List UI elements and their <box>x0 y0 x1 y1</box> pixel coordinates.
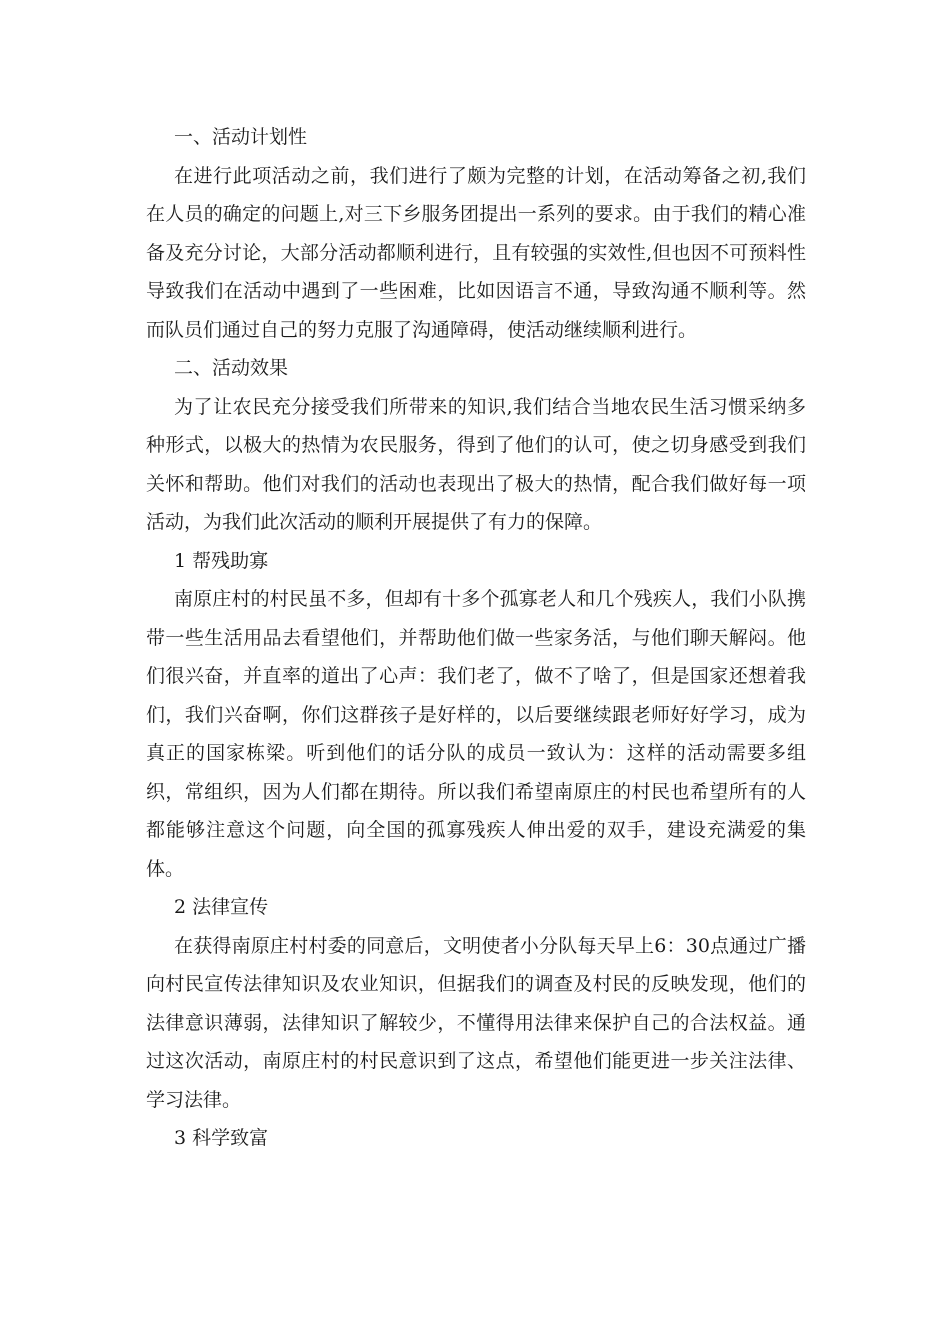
subsection-heading-help-disabled: 1 帮残助寡 <box>174 549 269 572</box>
section-paragraph-plan: 在进行此项活动之前，我们进行了颇为完整的计划，在活动筹备之初,我们在人员的确定的问题上,对三下乡服务团提出一系列的要求。由于我们的精心准备及充分讨论，大部分活动都顺利进行，且有较强的实效性,但也因不可预料性导致我们在活动中遇到了一些困难，比如因语言不通，导致沟通不顺利等。然而队员们通过自己的努力克服了沟通障碍，使活动继续顺利进行。 <box>146 164 806 341</box>
document-body <box>146 118 806 1158</box>
section-paragraph-effect: 为了让农民充分接受我们所带来的知识,我们结合当地农民生活习惯采纳多种形式，以极大的热情为农民服务，得到了他们的认可，使之切身感受到我们关怀和帮助。他们对我们的活动也表现出了极大的热情，配合我们做好每一项活动，为我们此次活动的顺利开展提供了有力的保障。 <box>146 395 806 533</box>
subsection-heading-law-promotion: 2 法律宣传 <box>174 896 269 918</box>
subsection-paragraph-law-promotion: 在获得南原庄村村委的同意后，文明使者小分队每天早上6：30点通过广播向村民宣传法律知识及农业知识，但据我们的调查及村民的反映发现，他们的法律意识薄弱，法律知识了解较少，不懂得用法律来保护自己的合法权益。通过这次活动，南原庄村的村民意识到了这点，希望他们能更进一步关注法律、学习法律。 <box>146 934 806 1111</box>
section-heading-effect: 二、活动效果 <box>174 357 289 379</box>
subsection-paragraph-help-disabled: 南原庄村的村民虽不多，但却有十多个孤寡老人和几个残疾人，我们小队携带一些生活用品去看望他们，并帮助他们做一些家务活，与他们聊天解闷。他们很兴奋，并直率的道出了心声：我们老了，做不了啥了，但是国家还想着我们，我们兴奋啊，你们这群孩子是好样的，以后要继续跟老师好好学习，成为真正的国家栋梁。听到他们的话分队的成员一致认为：这样的活动需要多组织，常组织，因为人们都在期待。所以我们希望南原庄的村民也希望所有的人都能够注意这个问题，向全国的孤寡残疾人伸出爱的双手，建设充满爱的集体。 <box>146 588 806 880</box>
subsection-heading-science-wealth: 3 科学致富 <box>174 1127 269 1149</box>
section-heading-plan: 一、活动计划性 <box>174 126 308 148</box>
